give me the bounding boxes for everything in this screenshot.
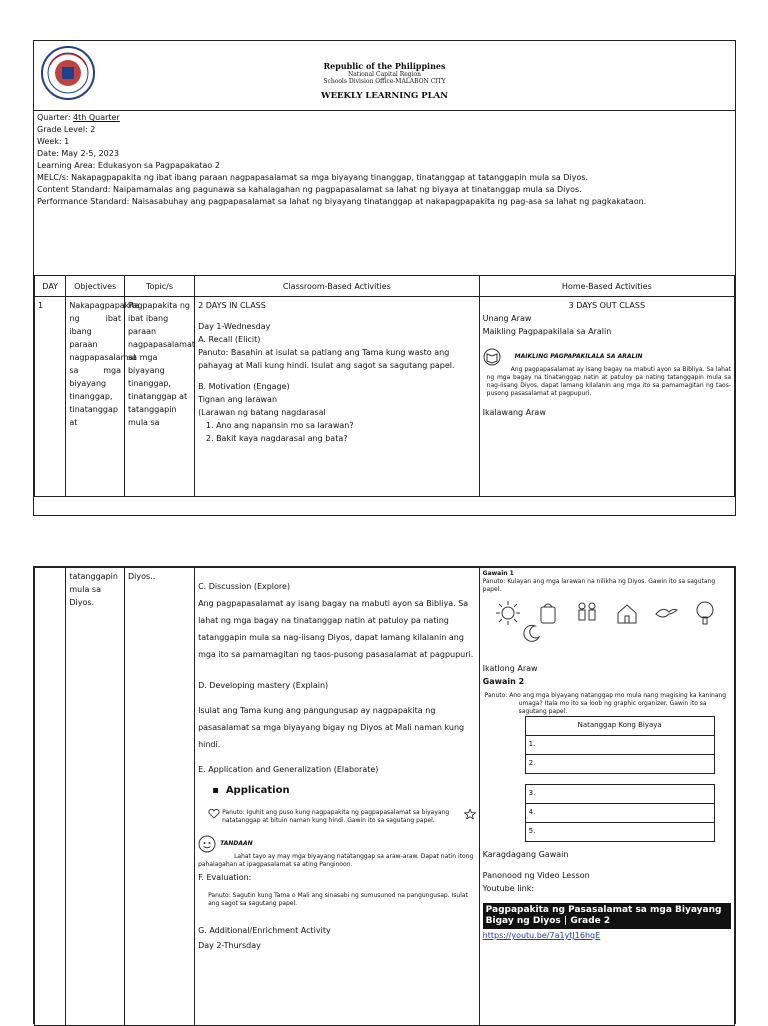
application-panuto (208, 809, 476, 825)
bird-icon (653, 600, 679, 626)
organizer-gap (525, 774, 714, 785)
plan-info (37, 112, 727, 208)
maikling-box-header (483, 348, 731, 366)
home-cell-continued (479, 568, 734, 1026)
application-title: E. Application and Generalization (Elaborate) (198, 765, 379, 774)
objectives-cell: Nakapagpapakita ng ibat ibang paraan nagpapasalamat sa mga biyayang tinanggap, tinatanggap at (66, 297, 125, 497)
table-row (35, 568, 735, 1026)
maikling-line: Maikling Pagpapakilala sa Aralin (482, 327, 612, 336)
panonood-label: Panonood ng Video Lesson (482, 871, 590, 880)
organizer-title: Natanggap Kong Biyaya (525, 717, 714, 736)
application-label: ▪ Application (212, 785, 290, 796)
organizer-item: 1. (525, 736, 714, 755)
organizer-item: 5. (525, 823, 714, 842)
header-day: DAY (35, 276, 66, 297)
table-header-row (35, 276, 735, 297)
gawain2-text: Panuto: Ano ang mga biyayang natanggap mo mula nang magising ka kaninang umaga? Itala mo ito sa loob ng graphic organizer. Gawin ito sa sagutang papel. (484, 692, 727, 715)
application-panuto-text: Panuto: Iguhit ang puso kung nagpapakita ng pagpapasalamat sa biyayang natatanggap at bituin naman kung hindi. Gawin ito sa sagutang papel. (222, 809, 450, 824)
character-icon (198, 835, 216, 853)
plan-table-part-1 (34, 275, 735, 497)
organizer-item: 4. (525, 804, 714, 823)
evaluation-panuto: Panuto: Sagutin kung Tama o Mali ang sinasabi ng sumusunod na pangungusap. Isulat ang sagot sa sagutang papel. (208, 892, 468, 907)
motivation-title: B. Motivation (Engage) (198, 382, 290, 391)
region-line: National Capital Region (347, 71, 422, 78)
topic-cell: Pagpapakita ng ibat ibang paraan nagpapasalamat sa mga biyayang tinanggap, tinatanggap at tatanggapin mula sa (124, 297, 194, 497)
tandaan-text: Lahat tayo ay may mga biyayang natatanggap sa araw-araw. Dapat natin itong pahalagahan at ipagpasalamat sa ating Panginoon. (198, 853, 474, 868)
quarter-label: Quarter: (37, 113, 71, 122)
organizer-item: 3. (525, 785, 714, 804)
motivation-line1: Tignan ang larawan (198, 395, 278, 404)
heart-icon (208, 809, 220, 819)
recall-title: A. Recall (Elicit) (198, 335, 261, 344)
additional-title: G. Additional/Enrichment Activity (198, 926, 331, 935)
karagdagang-gawain: Karagdagang Gawain (482, 850, 569, 859)
ikalawang-araw: Ikalawang Araw (482, 408, 546, 417)
quarter-value: 4th Quarter (73, 113, 120, 122)
discussion-title: C. Discussion (Explore) (198, 582, 291, 591)
division-line: Schools Division Office-MALABON CITY (323, 78, 446, 85)
plan-title: WEEKLY LEARNING PLAN (321, 91, 448, 101)
book-icon (483, 348, 501, 366)
date-line: Date: May 2-5, 2023 (37, 149, 119, 158)
house-icon (614, 600, 640, 626)
document-page-2 (33, 566, 736, 1024)
day-cell: 1 (35, 297, 66, 497)
week-line: Week: 1 (37, 137, 70, 146)
motivation-line2: (Larawan ng batang nagdarasal (198, 408, 326, 417)
melc-line: MELC/s: Nakapagpapakita ng ibat ibang paraan nagpapasalamat sa mga biyayang tinanggap, tinatanggap at tatanggapin mula sa Diyos. (37, 173, 589, 182)
star-icon (464, 809, 476, 819)
quarter-line (37, 112, 727, 124)
motivation-questions (198, 419, 476, 445)
recall-text: Panuto: Basahin at isulat sa patlang ang Tama kung wasto ang pahayag at Mali kung hindi. Isulat ang sagot sa sagutang papel. (198, 348, 455, 370)
list-item: 1. Ano ang napansin mo sa larawan? (216, 419, 476, 432)
day1-label: Day 1-Wednesday (198, 322, 271, 331)
plan-table-part-2 (34, 567, 735, 1026)
home-cell (479, 297, 734, 497)
header-divider (34, 110, 735, 111)
organizer-item: 2. (525, 755, 714, 774)
letterhead (34, 61, 735, 101)
discussion-text: Ang pagpapasalamat ay isang bagay na mabuti ayon sa Bibliya. Sa lahat ng mga bagay na tinatanggap natin at patuloy pa nating tatanggapin mula sa nag-iisang Diyos, dapat lamang kilalanin ang mga ito sa pamamagitan ng taos-pusong pasasalamat at pagpupuri. (198, 599, 474, 659)
grade-line: Grade Level: 2 (37, 125, 96, 134)
bag-icon (535, 600, 561, 626)
table-row (35, 297, 735, 497)
gawain1-text: Panuto: Kulayan ang mga larawan na nilikha ng Diyos. Gawin ito sa sagutang papel. (482, 578, 716, 593)
graphic-organizer (525, 716, 715, 842)
objectives-cell-continued: tatanggapin mula sa Diyos. (66, 568, 125, 1026)
mastery-title: D. Developing mastery (Explain) (198, 681, 329, 690)
days-in-class: 2 DAYS IN CLASS (198, 301, 266, 310)
ikatlong-araw: Ikatlong Araw (482, 664, 538, 673)
gawain1-title: Gawain 1 (482, 570, 514, 577)
maikling-title: MAIKLING PAGPAPAKILALA SA ARALIN (514, 353, 643, 360)
header-topics: Topic/s (124, 276, 194, 297)
topic-cell-continued: Diyos.. (124, 568, 194, 1026)
tandaan-title: TANDAAN (220, 840, 253, 847)
video-link[interactable]: https://youtu.be/7a1ytJ16hqE (482, 931, 601, 940)
republic-line: Republic of the Philippines (323, 61, 446, 71)
header-objectives: Objectives (66, 276, 125, 297)
tree-icon (692, 600, 718, 626)
document-page-1 (33, 40, 736, 516)
maikling-text: Ang pagpapasalamat ay isang bagay na mabuti ayon sa Bibliya. Sa lahat ng mga bagay na tinatanggap natin at patuloy pa nating tatanggapin mula sa nag-iisang Diyos, dapat lamang kilalanin ang mga ito sa pamamagitan ng taos-pusong pasasalamat at pagpupuri. (486, 366, 731, 397)
header-home: Home-Based Activities (479, 276, 734, 297)
video-title: Pagpapakita ng Pasasalamat sa mga Biyayang Bigay ng Diyos | Grade 2 (483, 903, 731, 929)
classroom-cell (195, 297, 480, 497)
days-out-class: 3 DAYS OUT CLASS (568, 301, 646, 310)
header-classroom: Classroom-Based Activities (195, 276, 480, 297)
sun-icon (495, 600, 521, 626)
youtube-label: Youtube link: (482, 884, 535, 893)
learning-area-line: Learning Area: Edukasyon sa Pagpapakatao 2 (37, 161, 220, 170)
list-item: 2. Bakit kaya nagdarasal ang bata? (216, 432, 476, 445)
performance-standard-line: Performance Standard: Naisasabuhay ang pagpapasalamat sa lahat ng biyayang tinatanggap at nakapagpapakita ng pag-asa sa lahat ng pagkakataon. (37, 197, 647, 206)
gawain2-title: Gawain 2 (482, 677, 525, 686)
unang-araw: Unang Araw (482, 314, 532, 323)
day-cell-continued (35, 568, 66, 1026)
classroom-cell-continued (195, 568, 480, 1026)
children-icon (574, 600, 600, 626)
day2-label: Day 2-Thursday (198, 941, 261, 950)
content-standard-line: Content Standard: Naipamamalas ang pagunawa sa kahalagahan ng pagpapasalamat sa lahat ng biyaya at tinatanggap mula sa Diyos. (37, 185, 582, 194)
moon-icon (523, 624, 541, 642)
evaluation-title: F. Evaluation: (198, 873, 252, 882)
tandaan-header (198, 835, 476, 853)
application-label-text: Application (225, 785, 290, 796)
mastery-text: Isulat ang Tama kung ang pangungusap ay nagpapakita ng pasasalamat sa mga biyayang bigay ng Diyos at Mali naman kung hindi. (198, 706, 465, 749)
moon-row (483, 624, 731, 642)
